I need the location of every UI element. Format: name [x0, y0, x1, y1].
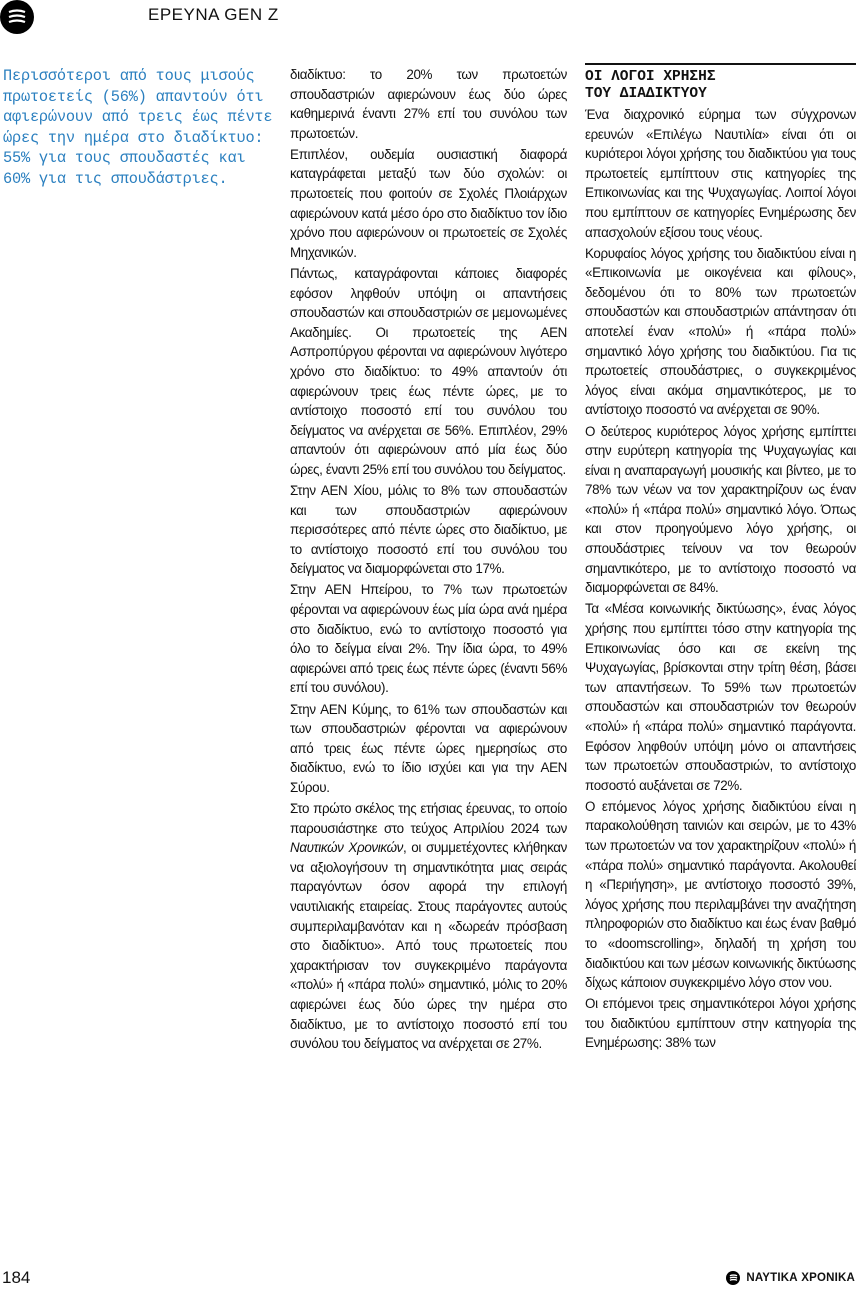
- subheading-line: ΤΟΥ ΔΙΑΔΙΚΤΥΟΥ: [585, 86, 707, 102]
- paragraph: Ένα διαχρονικό εύρημα των σύγχρονων ερευνών «Επιλέγω Ναυτιλία» είναι ότι οι κυριότεροι λόγοι χρήσης του διαδικτύου για τους πρωτοετείς εμπίπτουν στις κατηγορίες της Επικοινωνίας και της Ψυχαγωγίας. Λοιποί λόγοι που εμπίπτουν σε κατηγορίες Ενημέρωσης δεν απασχολούν εξίσου τους νέους.: [585, 107, 856, 240]
- paragraph: Οι επόμενοι τρεις σημαντικότεροι λόγοι χρήσης του διαδικτύου εμπίπτουν στην κατηγορία της Ενημέρωσης: 38% των: [585, 996, 856, 1051]
- brand-logo-icon: [726, 1271, 740, 1285]
- paragraph: Στην ΑΕΝ Χίου, μόλις το 8% των σπουδαστών και των σπουδαστριών αφιερώνουν περισσότερες από πέντε ώρες στο διαδίκτυο, με το αντίστοιχο ποσοστό επί του συνόλου του δείγματος να διαμορφώνεται στο 17%.: [290, 482, 567, 577]
- paragraph: Ο επόμενος λόγος χρήσης διαδικτύου είναι η παρακολούθηση ταινιών και σειρών, με το 43% των πρωτοετών να τον χαρακτηρίζουν «πολύ» ή «πάρα πολύ» σημαντικό παράγοντα. Ακολουθεί η «Περιήγηση», με αντίστοιχο ποσοστό 39%, λόγος χρήσης που περιλαμβάνει την αναζήτηση πληροφοριών στο διαδίκτυο και έως έναν βαθμό το «doomscrolling», δηλαδή τη χρήση του διαδικτύου και των μέσων κοινωνικής δικτύωσης δίχως κάποιον συγκεκριμένο λόγο στον νου.: [585, 798, 856, 991]
- subheading: [585, 69, 856, 103]
- brand-name: ΝΑΥΤΙΚΑ ΧΡΟΝΙΚΑ: [746, 1272, 855, 1284]
- paragraph: διαδίκτυο: το 20% των πρωτοετών σπουδαστριών αφιερώνουν έως δύο ώρες καθημερινά έναντι 27% επί του συνόλου των πρωτοετών.: [290, 67, 567, 141]
- pull-quote: Περισσότεροι από τους μισούς πρωτοετείς (56%) απαντούν ότι αφιερώνουν από τρεις έως πέντε ώρες την ημέρα στο διαδίκτυο: 55% για τους σπουδαστές και 60% για τις σπουδάστριες.: [3, 67, 273, 188]
- article-column-2: [290, 65, 567, 1055]
- paragraph: Πάντως, καταγράφονται κάποιες διαφορές εφόσον ληφθούν υπόψη οι απαντήσεις σπουδαστών και σπουδαστριών σε μεμονωμένες Ακαδημίες. Οι πρωτοετείς της ΑΕΝ Ασπροπύργου φέρονται να αφιερώνουν λιγότερο χρόνο στο διαδίκτυο: το 49% απαντούν ότι αφιερώνουν τρεις έως πέντε ώρες, με το αντίστοιχο ποσοστό επί του συνόλου του δείγματος να ανέρχεται σε 56%. Επιπλέον, 29% απαντούν ότι αφιερώνουν από μία έως δύο ώρες, έναντι 25% επί του συνόλου του δείγματος.: [290, 265, 567, 477]
- footer-brand: [726, 1271, 855, 1285]
- paragraph: Στην ΑΕΝ Ηπείρου, το 7% των πρωτοετών φέρονται να αφιερώνουν έως μία ώρα ανά ημέρα στο διαδίκτυο, ενώ το αντίστοιχο ποσοστό για όλο το δείγμα είναι 2%. Την ίδια ώρα, το 49% αφιερώνει από τρεις έως πέντε ώρες (έναντι 56% επί του συνόλου).: [290, 582, 567, 696]
- article-column-3: [585, 65, 856, 1055]
- section-title: ΕΡΕΥΝΑ GEN Z: [148, 5, 279, 24]
- magazine-logo-icon: [0, 0, 34, 34]
- paragraph: [290, 799, 567, 1054]
- paragraph: Κορυφαίος λόγος χρήσης του διαδικτύου είναι η «Επικοινωνία με οικογένεια και φίλους», δεδομένου ότι το 80% των πρωτοετών σπουδαστών και σπουδαστριών απάντησαν ότι αποτελεί έναν «πολύ» ή «πάρα πολύ» σημαντικό λόγο χρήσης του διαδικτύου. Για τις πρωτοετείς σπουδάστριες, ο συγκεκριμένος λόγος είναι ακόμα σημαντικότερος, με το αντίστοιχο ποσοστό να ανέρχεται σε 90%.: [585, 245, 856, 418]
- text-run: , οι συμμετέχοντες κλήθηκαν να αξιολογήσουν τη σημαντικότητα μιας σειράς παραγόντων όσον αφορά την επιλογή ναυτιλιακής εταιρείας. Στους παράγοντες αυτούς συμπεριλαμβανόταν και η «δωρεάν πρόσβαση στο διαδίκτυο». Από τους πρωτοετείς που χαρακτήρισαν τον συγκεκριμένο παράγοντα «πολύ» ή «πάρα πολύ» σημαντικό, μόλις το 20% αφιερώνει έως δύο ώρες την ημέρα στο διαδίκτυο, με το αντίστοιχο ποσοστό επί του συνόλου του δείγματος να ανέρχεται σε 27%.: [290, 840, 567, 1052]
- page-number: 184: [2, 1268, 31, 1287]
- paragraph: Στην ΑΕΝ Κύμης, το 61% των σπουδαστών και των σπουδαστριών φέρονται να αφιερώνουν από τρεις έως πέντε ώρες ημερησίως στο διαδίκτυο, ενώ το ίδιο ισχύει και για την ΑΕΝ Σύρου.: [290, 701, 567, 795]
- paragraph: Ο δεύτερος κυριότερος λόγος χρήσης εμπίπτει στην ευρύτερη κατηγορία της Ψυχαγωγίας και είναι η αναπαραγωγή μουσικής και βίντεο, με το 78% των νέων να τον χαρακτηρίζουν ως έναν «πολύ» ή «πάρα πολύ» σημαντικό λόγο. Όπως και στον προηγούμενο λόγο χρήσης, οι σπουδάστριες τείνουν να τον θεωρούν σημαντικότερο, με το αντίστοιχο ποσοστό να διαμορφώνεται σε 84%.: [585, 423, 856, 596]
- publication-title: Ναυτικών Χρονικών: [290, 840, 404, 856]
- text-run: Στο πρώτο σκέλος της ετήσιας έρευνας, το οποίο παρουσιάστηκε στο τεύχος Απριλίου 2024 των: [290, 800, 567, 836]
- subheading-line: ΟΙ ΛΟΓΟΙ ΧΡΗΣΗΣ: [585, 69, 716, 85]
- paragraph: Τα «Μέσα κοινωνικής δικτύωσης», ένας λόγος χρήσης που εμπίπτει τόσο στην κατηγορία της Επικοινωνίας όσο και σε εκείνη της Ψυχαγωγίας, βρίσκονται στην τρίτη θέση, βάσει των απαντήσεων. Το 59% των πρωτοετών σπουδαστών και σπουδαστριών τον θεωρούν «πολύ» ή «πάρα πολύ» σημαντικό παράγοντα. Εφόσον ληφθούν υπόψη μόνο οι απαντήσεις των πρωτοετών σπουδαστριών, το αντίστοιχο ποσοστό αυξάνεται σε 72%.: [585, 601, 856, 793]
- paragraph: Επιπλέον, ουδεμία ουσιαστική διαφορά καταγράφεται μεταξύ των δύο σχολών: οι πρωτοετείς που φοιτούν σε Σχολές Πλοιάρχων αφιερώνουν κατά μέσο όρο στο διαδίκτυο τον ίδιο χρόνο που αφιερώνουν οι πρωτοετείς σε Σχολές Μηχανικών.: [290, 146, 567, 260]
